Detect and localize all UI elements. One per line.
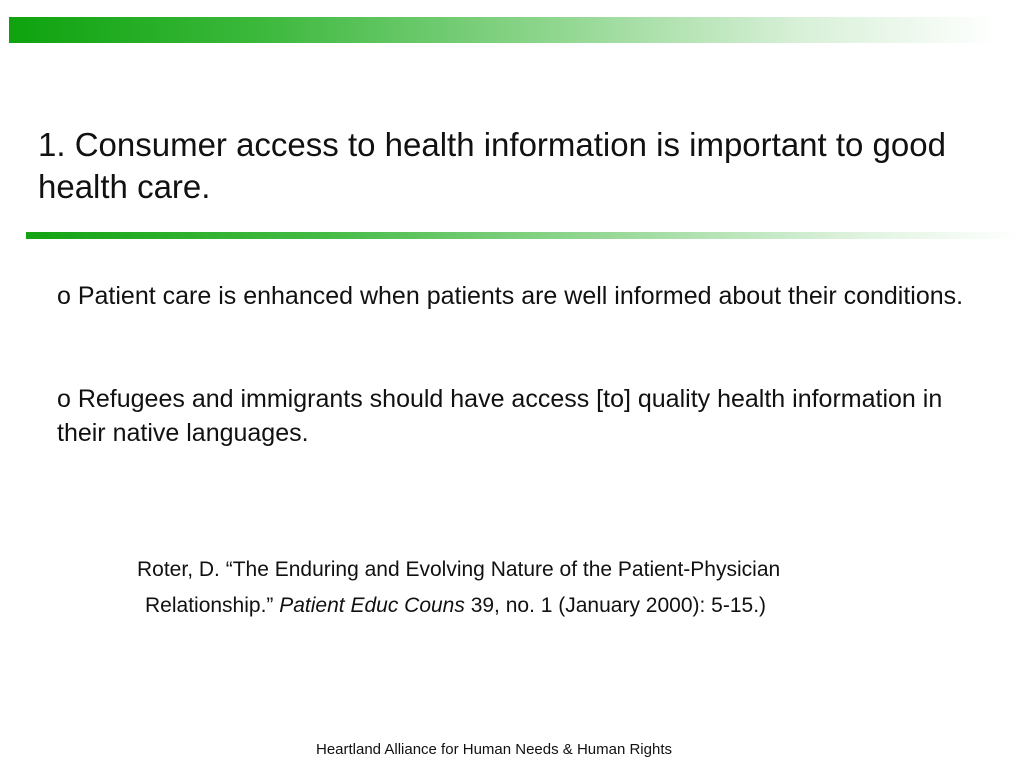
slide-title: 1. Consumer access to health information is important to good health care. (38, 126, 946, 205)
bullet-refugees-immigrants: o Refugees and immigrants should have access [to] quality health information in their native languages. (57, 385, 943, 447)
citation-line-2 (145, 589, 766, 623)
header-gradient-bar (9, 17, 999, 43)
citation-journal: Patient Educ Couns (279, 594, 465, 617)
citation-prefix: Relationship.” (145, 594, 280, 617)
title-divider (26, 232, 1023, 239)
citation-line-1: Roter, D. “The Enduring and Evolving Nature of the Patient-Physician (137, 558, 781, 581)
bullet-patient-care: o Patient care is enhanced when patients are well informed about their conditions. (57, 282, 964, 310)
citation-suffix: 39, no. 1 (January 2000): 5-15.) (464, 594, 767, 617)
slide-footer: Heartland Alliance for Human Needs & Human Rights (315, 741, 672, 758)
